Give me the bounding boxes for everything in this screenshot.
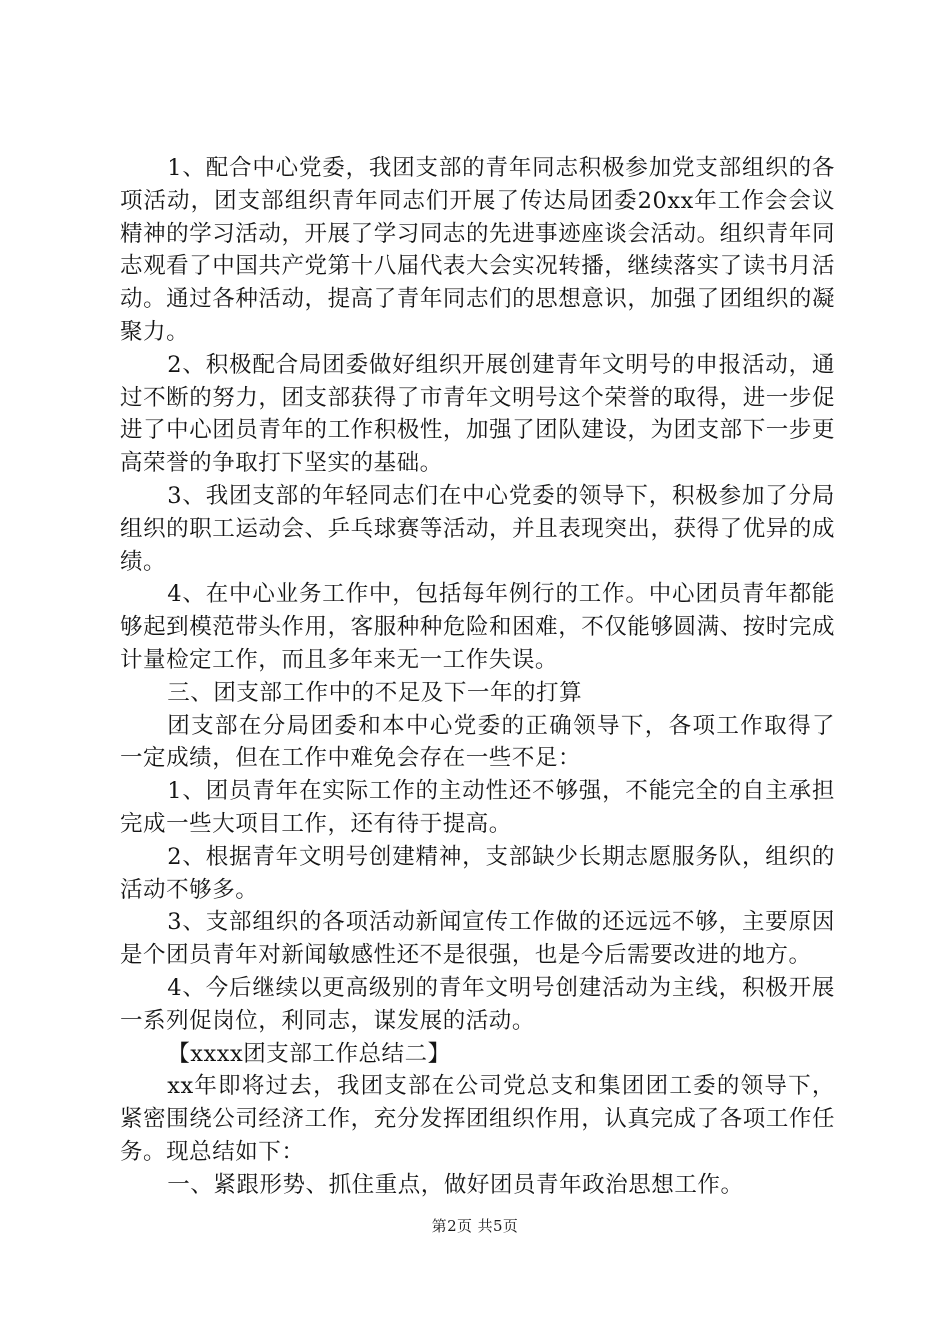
paragraph-summary-intro: xx年即将过去，我团支部在公司党总支和集团团工委的领导下，紧密围绕公司经济工作，充分发挥团组织作用，认真完成了各项工作任务。现总结如下： bbox=[120, 1073, 835, 1165]
shortcoming-item-2: 2、根据青年文明号创建精神，支部缺少长期志愿服务队，组织的活动不够多。 bbox=[120, 843, 835, 903]
section-title-summary-two: 【xxxx团支部工作总结二】 bbox=[167, 1040, 451, 1067]
paragraph-item-1: 1、配合中心党委，我团支部的青年同志积极参加党支部组织的各项活动，团支部组织青年同志们开展了传达局团委20xx年工作会会议精神的学习活动，开展了学习同志的先进事迹座谈会活动。组织青年同志观看了中国共产党第十八届代表大会实况转播，继续落实了读书月活动。通过各种活动，提高了青年同志们的思想意识，加强了团组织的凝聚力。 bbox=[120, 155, 835, 345]
paragraph-item-2: 2、积极配合局团委做好组织开展创建青年文明号的申报活动，通过不断的努力，团支部获得了市青年文明号这个荣誉的取得，进一步促进了中心团员青年的工作积极性，加强了团队建设，为团支部下一步更高荣誉的争取打下坚实的基础。 bbox=[120, 351, 835, 477]
paragraph-item-3: 3、我团支部的年轻同志们在中心党委的领导下，积极参加了分局组织的职工运动会、乒乓球赛等活动，并且表现突出，获得了优异的成绩。 bbox=[120, 482, 835, 575]
shortcoming-item-4: 4、今后继续以更高级别的青年文明号创建活动为主线，积极开展一系列促岗位，利同志，谋发展的活动。 bbox=[120, 974, 835, 1034]
shortcoming-item-1: 1、团员青年在实际工作的主动性还不够强，不能完全的自主承担完成一些大项目工作，还有待于提高。 bbox=[120, 778, 835, 837]
section-heading-shortcomings: 三、团支部工作中的不足及下一年的打算 bbox=[167, 679, 583, 706]
paragraph-intro-shortcomings: 团支部在分局团委和本中心党委的正确领导下，各项工作取得了一定成绩，但在工作中难免会存在一些不足： bbox=[120, 712, 835, 772]
document-body bbox=[120, 152, 835, 1202]
page-number-footer: 第2页 共5页 bbox=[431, 1217, 519, 1235]
section-heading-political-work: 一、紧跟形势、抓住重点，做好团员青年政治思想工作。 bbox=[167, 1171, 744, 1198]
shortcoming-item-3: 3、支部组织的各项活动新闻宣传工作做的还远远不够，主要原因是个团员青年对新闻敏感性还不是很强，也是今后需要改进的地方。 bbox=[120, 909, 835, 969]
paragraph-item-4: 4、在中心业务工作中，包括每年例行的工作。中心团员青年都能够起到模范带头作用，客服种种危险和困难，不仅能够圆满、按时完成计量检定工作，而且多年来无一工作失误。 bbox=[120, 581, 835, 673]
